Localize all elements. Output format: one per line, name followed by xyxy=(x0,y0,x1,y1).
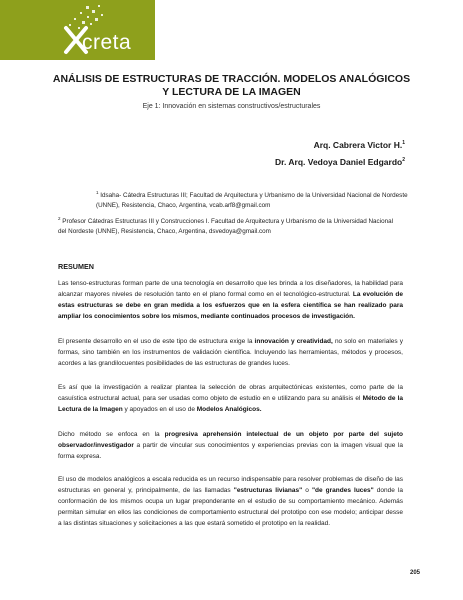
affiliation-1-number: 1 xyxy=(96,190,99,195)
abstract-paragraph-3 xyxy=(58,383,403,416)
author-1-sup: 1 xyxy=(402,140,405,147)
author-1 xyxy=(314,140,405,150)
affiliation-2-number: 2 xyxy=(58,216,61,221)
p5-bold-b: "estructuras livianas" xyxy=(233,486,303,494)
affiliation-1 xyxy=(96,188,412,210)
p1-bold: La evolución de estas estructuras se debe en gran medida a los esfuerzos que en la esfera científica se han realizado para ampliar los conocimientos sobre los mismos, mediante continuados procesos de investigación. xyxy=(58,290,404,320)
creta-logo xyxy=(0,0,155,60)
sparkle-logo-icon xyxy=(0,0,155,60)
thematic-axis: Eje 1: Innovación en sistemas constructivos/estructurales xyxy=(142,103,321,110)
p5-text-e: donde la conformación de los mismos ocupa un lugar preponderante en el estudio de su comportamiento mecánico. Además permitan simular en ellos las condiciones de comportamiento estructural del prototipo con ese modelo; anticipar desse a las distintas situaciones y solicitaciones a las que estará sometido el prototipo en la realidad. xyxy=(58,486,403,527)
author-1-name: Arq. Cabrera Victor H. xyxy=(313,140,403,150)
p3-bold-b: Método de la Lectura de la Imagen xyxy=(58,394,403,413)
author-2-sup: 2 xyxy=(402,157,405,164)
p4-bold: progresiva aprehensión intelectual de un objeto por parte del sujeto observador/investigador xyxy=(58,431,403,449)
section-heading: RESUMEN xyxy=(58,262,94,271)
abstract-paragraph-2 xyxy=(58,337,403,370)
p5-text-a: El uso de modelos analógicos a escala reducida es un recurso indispensable para resolver problemas de diseño de las estructuras en general y, principalmente, de las llamadas xyxy=(58,476,403,494)
p3-text-c: y apoyados en el uso de xyxy=(122,405,197,413)
p3-bold-d: Modelos Analógicos. xyxy=(196,405,262,413)
brand-name: creta xyxy=(82,31,132,54)
paper-title-line-1: ANÁLISIS DE ESTRUCTURAS DE TRACCIÓN. MODELOS ANALÓGICOS xyxy=(52,73,411,85)
affiliation-2-text: Profesor Cátedras Estructuras III y Construcciones I. Facultad de Arquitectura y Urbanismo de la Universidad Nacional del Nordeste (UNNE), Resistencia, Chaco, Argentina, dsvedoya@gmail.com xyxy=(58,218,394,235)
abstract-paragraph-1 xyxy=(58,279,403,323)
p2-text-a: El presente desarrollo en el uso de este tipo de estructura exige la xyxy=(58,338,255,345)
author-2 xyxy=(275,157,405,167)
p2-bold: innovación y creatividad, xyxy=(254,338,333,345)
author-2-name: Dr. Arq. Vedoya Daniel Edgardo xyxy=(275,157,403,167)
abstract-paragraph-4 xyxy=(58,430,403,463)
p2-text-c: no solo en materiales y formas, sino también en los instrumentos de validación científica. Incluyendo las herramientas, métodos y procesos, acordes a las grandilocuentes posibilidades de las estructuras de grandes luces. xyxy=(58,338,403,367)
abstract-paragraph-5 xyxy=(58,475,403,530)
p1-text: Las tenso-estructuras forman parte de una tecnología en desarrollo que les brinda a los diseñadores, la habilidad para alcanzar mayores niveles de resolución tanto en el plano formal como en el tecnológico-estructural. xyxy=(58,280,403,298)
affiliation-2 xyxy=(58,214,403,236)
p5-text-c: o xyxy=(302,486,312,494)
affiliation-1-text: Idsaha- Cátedra Estructuras III; Facultad de Arquitectura y Urbanismo de la Universidad Nacional de Nordeste (UNNE), Resistencia, Chaco, Argentina, vcab.arf8@gmail.com xyxy=(96,192,408,209)
p3-text-a: Es así que la investigación a realizar plantea la selección de obras arquitectónicas existentes, como parte de la casuística estructural actual, para ser usadas como objeto de estudio en e utilizando para su análisis el xyxy=(58,384,403,402)
paper-title-line-2: Y LECTURA DE LA IMAGEN xyxy=(162,86,301,98)
p4-text-a: Dicho método se enfoca en la xyxy=(58,431,165,438)
p5-bold-d: "de grandes luces" xyxy=(311,486,374,494)
p4-text-c: a partir de vincular sus conocimientos y experiencias previas con la imagen visual que la forma expresa. xyxy=(58,441,403,460)
page-number: 205 xyxy=(409,570,420,576)
